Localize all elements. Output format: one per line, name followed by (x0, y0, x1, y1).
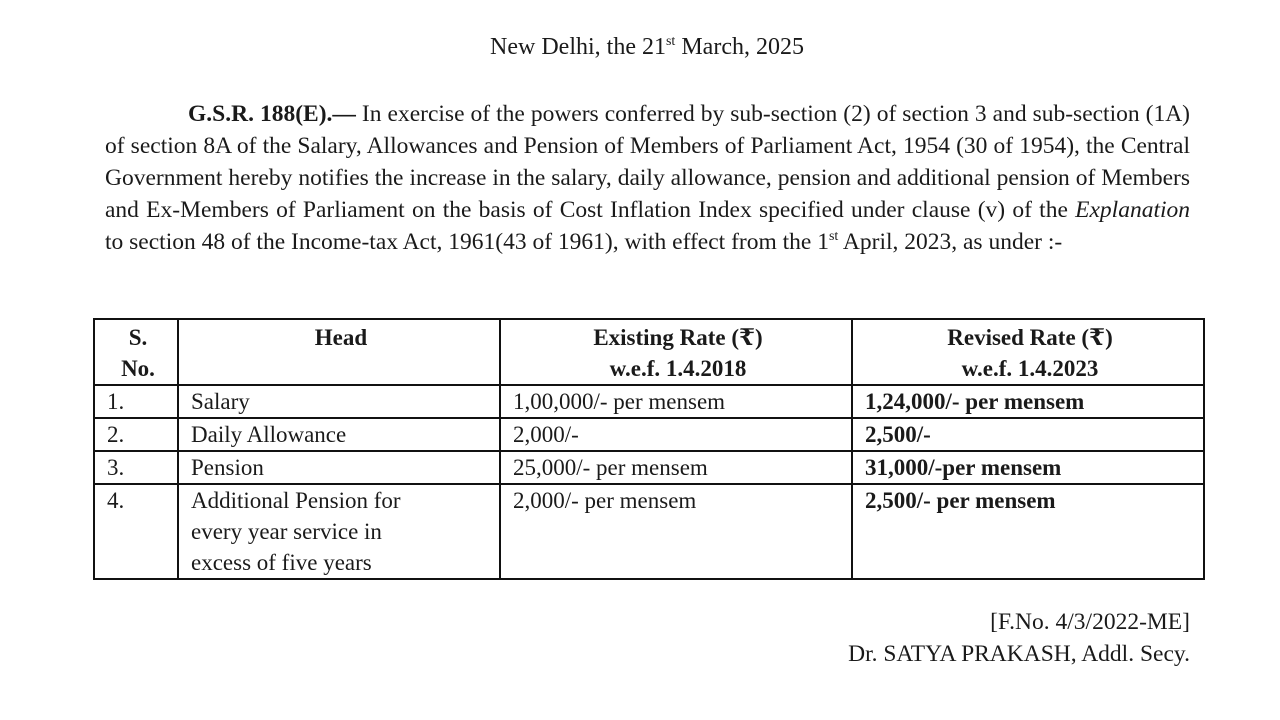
table-row (94, 451, 1204, 484)
header-sno (94, 319, 178, 385)
header-existing-line1: Existing Rate (₹) (593, 325, 763, 350)
table-row (94, 484, 1204, 579)
notification-date (0, 34, 1280, 61)
header-existing-line2: w.e.f. 1.4.2018 (609, 356, 747, 381)
row-revised: 1,24,000/- per mensem (852, 385, 1204, 418)
row-sno: 3. (94, 451, 178, 484)
body-superscript: st (828, 229, 839, 244)
header-sno-line2: No. (121, 356, 155, 381)
row-head: Daily Allowance (178, 418, 500, 451)
rates-table (93, 318, 1205, 580)
row-head-line1: Additional Pension for (191, 488, 401, 513)
row-sno: 2. (94, 418, 178, 451)
row-revised: 2,500/- per mensem (852, 484, 1204, 579)
notification-body (105, 98, 1190, 258)
row-head (178, 484, 500, 579)
row-head-line2: every year service in (191, 519, 382, 544)
header-revised-line2: w.e.f. 1.4.2023 (961, 356, 1099, 381)
header-revised-rate (852, 319, 1204, 385)
row-head: Salary (178, 385, 500, 418)
date-prefix: New Delhi, the 21 (490, 34, 666, 60)
row-existing: 1,00,000/- per mensem (500, 385, 852, 418)
signatory-name: Dr. SATYA PRAKASH, Addl. Secy. (848, 641, 1190, 667)
header-sno-line1: S. (128, 325, 148, 350)
row-existing: 25,000/- per mensem (500, 451, 852, 484)
body-italic: Explanation (1075, 197, 1190, 223)
row-sno: 1. (94, 385, 178, 418)
row-revised: 2,500/- (852, 418, 1204, 451)
header-existing-rate (500, 319, 852, 385)
header-revised-line1: Revised Rate (₹) (947, 325, 1113, 350)
body-text-3: April, 2023, as under :- (838, 229, 1063, 255)
body-text-2: to section 48 of the Income-tax Act, 1961(43 of 1961), with effect from the 1 (105, 229, 829, 255)
file-number: [F.No. 4/3/2022-ME] (990, 609, 1190, 635)
row-head: Pension (178, 451, 500, 484)
date-superscript: st (665, 34, 676, 49)
table-header-row (94, 319, 1204, 385)
body-text-1: In exercise of the powers conferred by sub-section (2) of section 3 and sub-section (1A) of section 8A of the Salary, Allowances and Pension of Members of Parliament Act, 1954 (30 of 1954), the Central Government hereby notifies the increase in the salary, daily allowance, pension and additional pension of Members and Ex-Members of Parliament on the basis of Cost Inflation Index specified under clause (v) of the (105, 101, 1190, 223)
table-row (94, 385, 1204, 418)
row-existing: 2,000/- (500, 418, 852, 451)
date-suffix: March, 2025 (675, 34, 804, 60)
table-row (94, 418, 1204, 451)
row-sno: 4. (94, 484, 178, 579)
row-head-line3: excess of five years (191, 550, 372, 575)
row-revised: 31,000/-per mensem (852, 451, 1204, 484)
gsr-number: G.S.R. 188(E).— (188, 101, 356, 127)
header-head: Head (178, 319, 500, 385)
row-existing: 2,000/- per mensem (500, 484, 852, 579)
